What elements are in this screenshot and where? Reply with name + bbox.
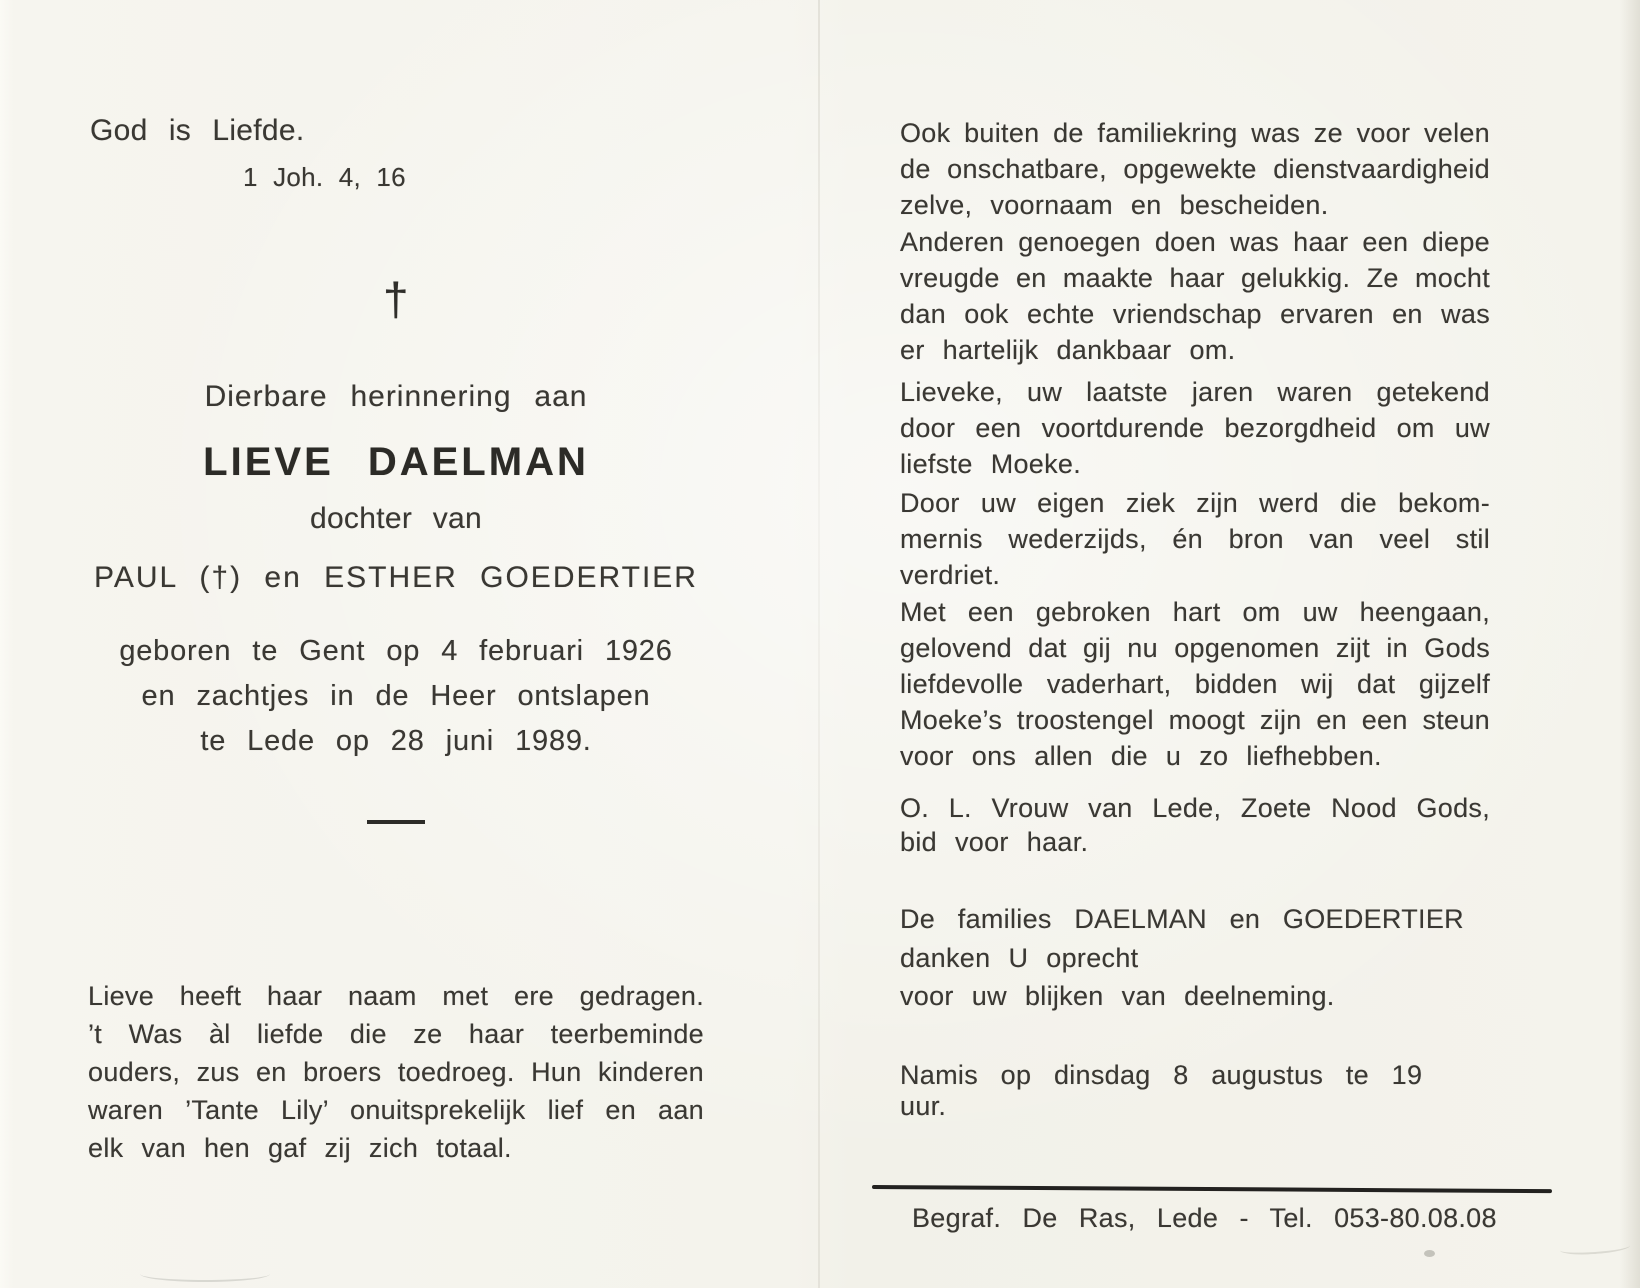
deceased-name: LIEVE DAELMAN xyxy=(203,440,589,484)
center-fold-line xyxy=(818,0,820,1288)
tribute-line: Lieve heeft haar naam met ere gedragen. xyxy=(88,981,704,1011)
eulogy-line: liefdevolle vaderhart, bidden wij dat gijzelf xyxy=(900,669,1490,699)
left-page xyxy=(88,0,704,1288)
tribute-line: ouders, zus en broers toedroeg. Hun kinderen xyxy=(88,1057,704,1087)
relation-line: dochter van xyxy=(309,502,483,535)
footer-rule xyxy=(872,1185,1552,1193)
bible-quote-reference: 1 Joh. 4, 16 xyxy=(243,162,406,192)
birth-line: geboren te Gent op 4 februari 1926 xyxy=(119,635,673,667)
eulogy-paragraph-1 xyxy=(900,115,1490,223)
parents-line: PAUL (†) en ESTHER GOEDERTIER xyxy=(94,561,698,594)
eulogy-paragraph-3 xyxy=(900,374,1490,482)
eulogy-paragraph-4 xyxy=(900,485,1490,593)
prayer-line: bid voor haar. xyxy=(900,827,1089,857)
eulogy-paragraph-5 xyxy=(900,594,1490,774)
tribute-line: ’t Was àl liefde die ze haar teerbeminde xyxy=(88,1019,704,1049)
eulogy-line: zelve, voornaam en bescheiden. xyxy=(900,190,1329,220)
death-line-1: en zachtjes in de Heer ontslapen xyxy=(141,680,651,712)
tribute-paragraph xyxy=(88,977,704,1167)
scan-artifact xyxy=(1424,1250,1435,1257)
eulogy-line: voor ons allen die u zo liefhebben. xyxy=(900,741,1382,771)
life-dates xyxy=(88,629,704,764)
eulogy-line: dan ook echte vriendschap ervaren en was xyxy=(900,299,1490,329)
prayer-line: O. L. Vrouw van Lede, Zoete Nood Gods, xyxy=(900,793,1490,823)
section-divider xyxy=(367,820,425,824)
cross-icon: † xyxy=(383,273,409,325)
eulogy-line: verdriet. xyxy=(900,560,1001,590)
eulogy-line: mernis wederzijds, én bron van veel stil xyxy=(900,524,1490,554)
acknowledgement xyxy=(900,900,1490,1016)
scan-artifact xyxy=(140,1266,270,1282)
eulogy-line: liefste Moeke. xyxy=(900,449,1082,479)
acknowledgement-line: voor uw blijken van deelneming. xyxy=(900,981,1335,1011)
right-page xyxy=(900,0,1497,1288)
memorial-mass-line: Namis op dinsdag 8 augustus te 19 uur. xyxy=(900,1060,1423,1121)
undertaker-footer: Begraf. De Ras, Lede - Tel. 053-80.08.08 xyxy=(912,1203,1497,1233)
eulogy-paragraph-2 xyxy=(900,224,1490,368)
eulogy-line: door een voortdurende bezorgdheid om uw xyxy=(900,413,1490,443)
eulogy-line: Ook buiten de familiekring was ze voor velen xyxy=(900,118,1490,148)
eulogy-line: de onschatbare, opgewekte dienstvaardigheid xyxy=(900,154,1490,184)
prayer-invocation xyxy=(900,791,1490,859)
eulogy-line: Lieveke, uw laatste jaren waren getekend xyxy=(900,377,1490,407)
intro-line: Dierbare herinnering aan xyxy=(204,380,588,413)
acknowledgement-line: De families DAELMAN en GOEDERTIER xyxy=(900,904,1464,934)
acknowledgement-line: danken U oprecht xyxy=(900,942,1139,973)
eulogy-line: Met een gebroken hart om uw heengaan, xyxy=(900,597,1490,627)
scan-edge-right xyxy=(1620,0,1640,1288)
eulogy-line: gelovend dat gij nu opgenomen zijt in Gods xyxy=(900,633,1490,663)
death-line-2: te Lede op 28 juni 1989. xyxy=(200,725,592,757)
scan-edge-left xyxy=(0,0,14,1288)
eulogy-line: er hartelijk dankbaar om. xyxy=(900,335,1236,365)
bible-quote: God is Liefde. xyxy=(90,114,305,147)
tribute-line: waren ’Tante Lily’ onuitsprekelijk lief en aan xyxy=(88,1095,704,1125)
eulogy-line: Door uw eigen ziek zijn werd die bekom- xyxy=(900,488,1490,518)
eulogy-line: vreugde en maakte haar gelukkig. Ze mocht xyxy=(900,263,1490,293)
eulogy-line: Moeke’s troostengel moogt zijn en een steun xyxy=(900,705,1490,735)
tribute-line: elk van hen gaf zij zich totaal. xyxy=(88,1133,512,1163)
eulogy-line: Anderen genoegen doen was haar een diepe xyxy=(900,227,1490,257)
